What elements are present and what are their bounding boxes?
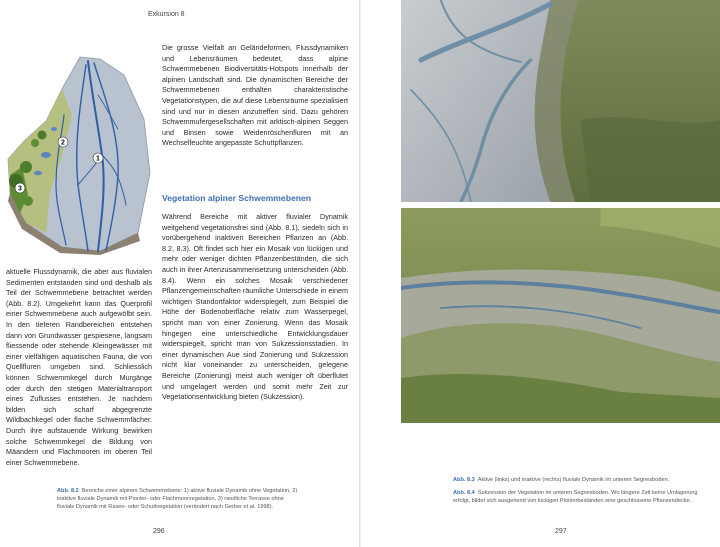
- caption-abb-8-2: [57, 487, 302, 512]
- shrub-1: [38, 131, 47, 140]
- caption-text: Sukzession der Vegetation im unteren Segnesboden. Wo längere Zeit keine Umlagerung erfolgt, bildet sich ausgehend von lückigen Pionierbeständen eine geschlossene Pflanzendecke.: [453, 490, 698, 505]
- page-number-left: 296: [153, 528, 165, 535]
- caption-text: Bereiche einer alpinen Schwemmebene: 1) aktive fluviale Dynamik ohne Vegetation, 2) inaktive fluviale Dynamik mit Pionier- oder Flachmoorvegetation, 3) randliche Terrasse ohne fluviale Dynamik mit Rasen- oder Schuttvegetation (verändert nach Gerber et al. 1998).: [57, 488, 298, 511]
- pool-3: [51, 127, 57, 131]
- section-heading: Vegetation alpiner Schwemmebenen: [162, 193, 312, 203]
- shrub-3: [20, 161, 32, 173]
- caption-label: Abb. 8.4: [453, 490, 475, 497]
- floodplain-diagram: [2, 55, 152, 255]
- caption-text: Aktive (links) und inaktive (rechts) fluviale Dynamik im unteren Segnesboden.: [477, 477, 670, 483]
- caption-label: Abb. 8.3: [453, 477, 475, 483]
- caption-label: Abb. 8.2: [57, 488, 79, 494]
- pool-1: [41, 152, 51, 158]
- paragraph-floodplain: aktuelle Flussdynamik, die aber aus fluvialen Sedimenten entstanden sind und deshalb als Teil der Schwemmebene betrachtet werden (Abb. 8.2). Umgekehrt kann das Querprofil einer Schwemmebene auch aufgewölbt sein. In den tieferen Randbereichen entstehen dann von Grundwasser gespiesene, langsam fliessende oder stehende Kleingewässer mit einer vielfältigen aquatischen Fauna, die von Quellfluren umgeben sind. Schliesslich können Schwemmkegel durch Murgänge oder durch den stetigen Materialtransport eines Zuflusses entstehen. Je nachdem bilden sich scharf abgegrenzte Wildbachkegel oder flache Schwemmfächer. Durch ihre aufstauende Wirkung bewirken solche Schwemmkegel die Bildung von Mäandern und Flachmooren im oberen Teil einer Schwemmebene.: [6, 267, 152, 467]
- meadow-shadow: [580, 117, 720, 202]
- svg-text:1: 1: [96, 155, 100, 163]
- caption-abb-8-4: [453, 489, 711, 505]
- figure-marker-1: [93, 153, 103, 163]
- photo-abb-8-3: [401, 0, 720, 202]
- figure-marker-2: [58, 137, 68, 147]
- active-gravel-bed: [401, 0, 551, 202]
- page-number-right: 297: [555, 528, 567, 535]
- shrub-2: [31, 139, 39, 147]
- figure-marker-3: [15, 183, 25, 193]
- right-page: [361, 0, 720, 547]
- caption-abb-8-3: [453, 476, 711, 484]
- paragraph-vegetation: Während Bereiche mit aktiver fluvialer Dynamik weitgehend vegetationsfrei sind (Abb. 8.1), siedeln sich in vorübergehend inaktiven Bereichen Pflanzen an (Abb. 8.2, 8.3). Oft findet sich hier ein Mosaik von lückigen und mehr oder weniger dichten Pflanzenbeständen, die sich auch in ihrer Artenzusammensetzung unterscheiden (Abb. 8.4). Wenn ein solches Mosaik verschiedener Pflanzengemeinschaften räumliche Unterschiede in einem wichtigen Standortfaktor widerspiegelt, zum Beispiel die Höhe der Bodenoberfläche relativ zum Wasserpegel, spricht man von einer Zonierung. Wenn das Mosaik hingegen eine unterschiedliche Entwicklungsdauer widerspiegelt, spricht man von Sukzessionsstadien. In einer dynamischen Aue sind Zonierung und Sukzession nicht klar voneinander zu unterscheiden, gelegene Bereiche (Zonierung) meist auch weniger oft überflutet und umgelagert werden und somit mehr Zeit zur Vegetationsentwicklung bieten (Sukzession).: [162, 212, 348, 402]
- svg-text:3: 3: [18, 185, 22, 193]
- running-head: Exkursion 8: [148, 11, 185, 18]
- photo-abb-8-4: [401, 208, 720, 423]
- paragraph-intro: Die grosse Vielfalt an Geländeformen, Flussdynamiken und Lebensräumen bedeutet, dass alpine Schwemmebenen Biodiversitäts-Hotspots innerhalb der alpinen Landschaft sind. Die dynamischen Bereiche der Schwemmebenen enthalten charakteristische Vegetationstypen, die auf diese Lebensräume spezialisiert sind und nur in diesen anzutreffen sind. Dazu gehören Schwemmufergesellschaften mit arktisch-alpinen Seggen und Binsen sowie Weidenröschenfluren mit an Wechselfeuchte angepasste Schuttpflanzen.: [162, 43, 348, 148]
- pool-2: [34, 171, 42, 175]
- svg-text:2: 2: [61, 139, 65, 147]
- captions-right: [453, 476, 711, 506]
- shrub-5: [23, 196, 33, 206]
